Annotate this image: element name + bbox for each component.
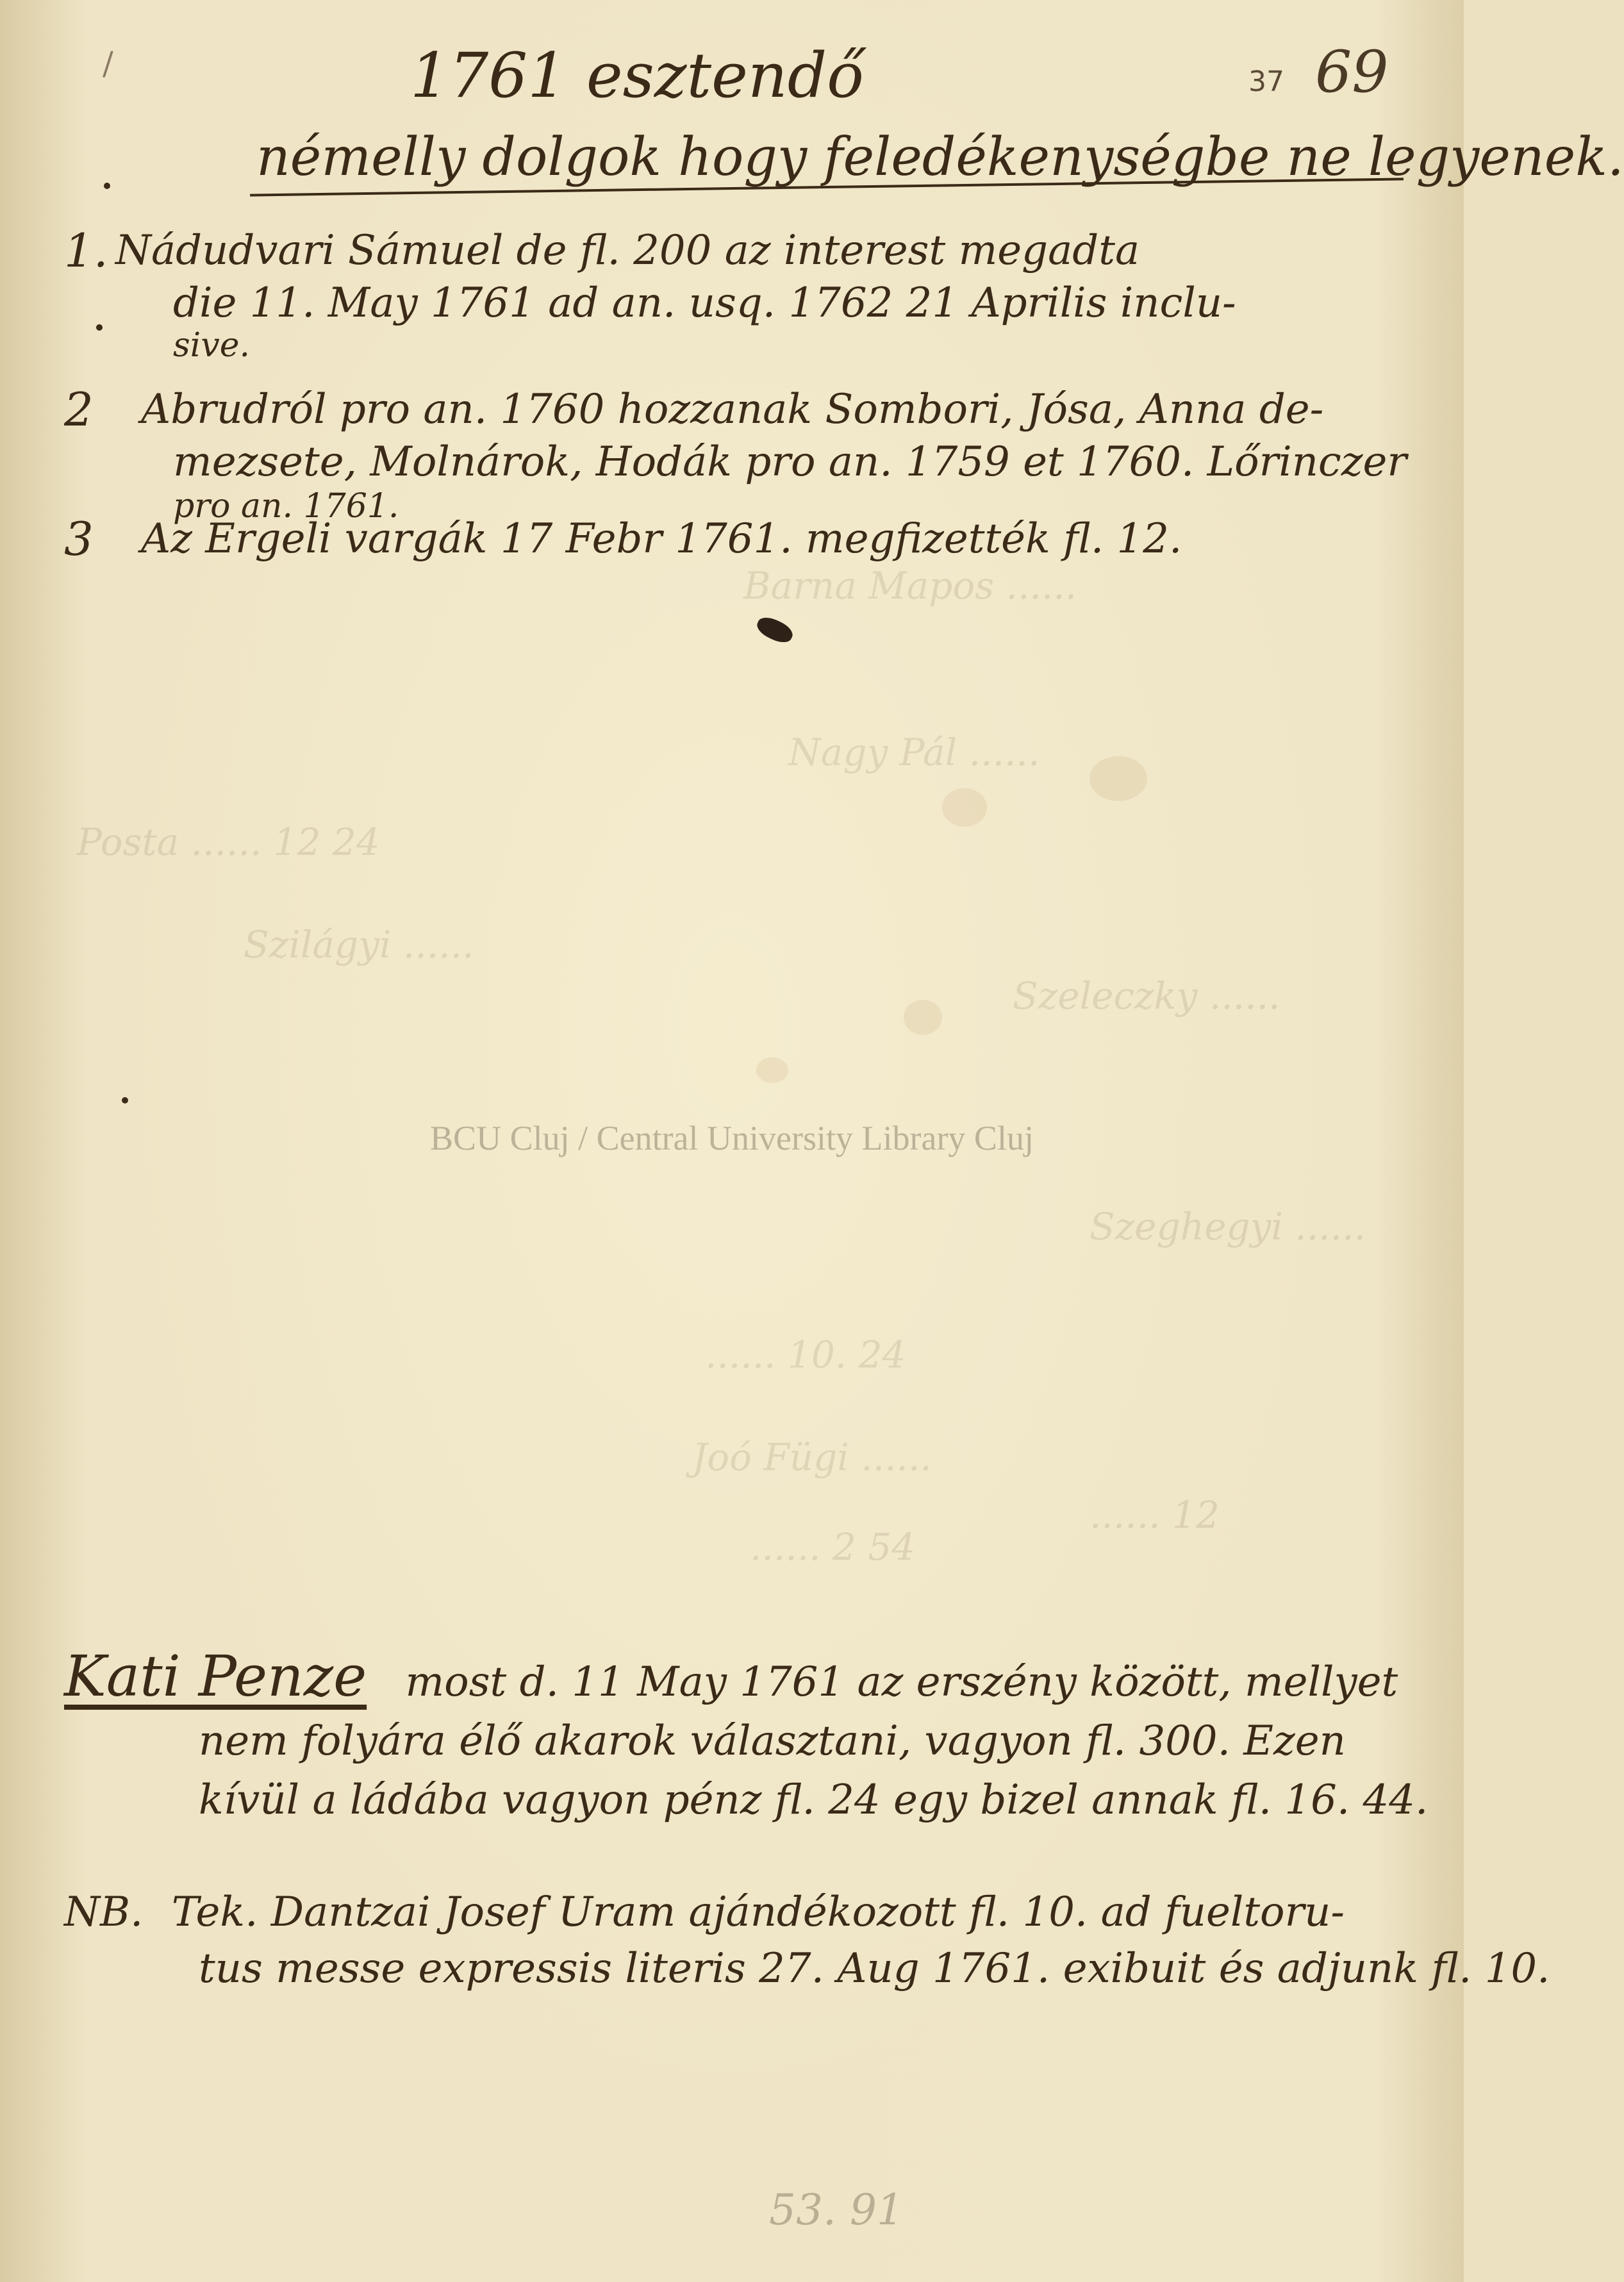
ink-dot — [96, 324, 103, 331]
ink-blot — [754, 613, 795, 647]
manuscript-page: Barna Mapos ...... Nagy Pál ...... Posta ...... 12 24 Szilágyi ...... Szeleczky ...... Szeghegyi ...... ...... 10. 24 Joó Fügi ...... ...... 2 54 ...... 12 / 37 69 1761 esztendő némelly dolgok hogy feledékenységbe ne legyenek. 1. Nádudvari Sámuel de fl. 200 az interest megadta die 11. May 1761 ad an. usq. 1762 21 Aprilis inclu- sive. 2 Abrudról pro an. 1760 hozzanak Sombori, Jósa, Anna de- mezsete, Molnárok, Hodák pro an. 1759 et 1760. Lőrinczer pro an. 1761. 3 Az Ergeli vargák 17 Febr 1761. megfizették fl. 12. BCU Cluj / Central University Library Cluj Kati Penze most d. 11 May 1761 az erszény között, mellyet nem folyára élő akarok választani, vagyon fl. 300. Ezen kívül a ládába vagyon pénz fl. 24 egy bizel annak fl. 16. 44. NB. Tek. Dantzai Josef Uram ajándékozott fl. 10. ad fueltoru- tus messe expressis literis 27. Aug 1761. exibuit és adjunk fl. 10. 53. 91 — [0, 0, 1464, 2282]
entry-line: tus messe expressis literis 27. Aug 1761. exibuit és adjunk fl. 10. — [199, 1945, 1550, 1992]
entry-line: pro an. 1761. — [173, 487, 399, 525]
folio-old-number: 37 — [1248, 65, 1284, 98]
nb-entry — [64, 1884, 1550, 1997]
entry-line: kívül a ládába vagyon pénz fl. 24 egy bizel annak fl. 16. 44. — [199, 1776, 1429, 1824]
kati-penze-entry — [64, 1643, 1429, 1830]
kati-penze-title: Kati Penze — [64, 1643, 367, 1709]
ink-dot — [104, 183, 110, 189]
corner-mark: / — [103, 45, 113, 82]
entry-line: most d. 11 May 1761 az erszény között, mellyet — [405, 1658, 1398, 1706]
entry-1 — [64, 224, 1236, 365]
entry-line: Nádudvari Sámuel de fl. 200 az interest megadta — [115, 227, 1140, 274]
entry-line: Tek. Dantzai Josef Uram ajándékozott fl. 10. ad fueltoru- — [171, 1889, 1345, 1936]
entry-line: Abrudról pro an. 1760 hozzanak Sombori, Jósa, Anna de- — [141, 386, 1324, 433]
folio-new-number: 69 — [1315, 38, 1389, 106]
entry-number: 1. — [64, 224, 108, 277]
entry-number: 3 — [64, 512, 94, 566]
entry-line: Az Ergeli vargák 17 Febr 1761. megfizették fl. 12. — [141, 515, 1182, 563]
entry-2 — [64, 383, 1407, 525]
entry-line: sive. — [173, 326, 250, 365]
heading-year: 1761 esztendő — [410, 40, 864, 112]
entry-line: nem folyára élő akarok választani, vagyon fl. 300. Ezen — [199, 1717, 1346, 1765]
nb-label: NB. — [64, 1889, 144, 1936]
library-watermark: BCU Cluj / Central University Library Cluj — [430, 1119, 1034, 1157]
heading-title: némelly dolgok hogy feledékenységbe ne legyenek. — [256, 127, 1624, 188]
entry-3 — [64, 512, 1182, 566]
ink-dot — [122, 1097, 128, 1104]
entry-line: die 11. May 1761 ad an. usq. 1762 21 Aprilis inclu- — [173, 279, 1236, 327]
bottom-mark: 53. 91 — [769, 2185, 904, 2235]
entry-number: 2 — [64, 383, 94, 436]
entry-line: mezsete, Molnárok, Hodák pro an. 1759 et 1760. Lőrinczer — [173, 438, 1407, 486]
